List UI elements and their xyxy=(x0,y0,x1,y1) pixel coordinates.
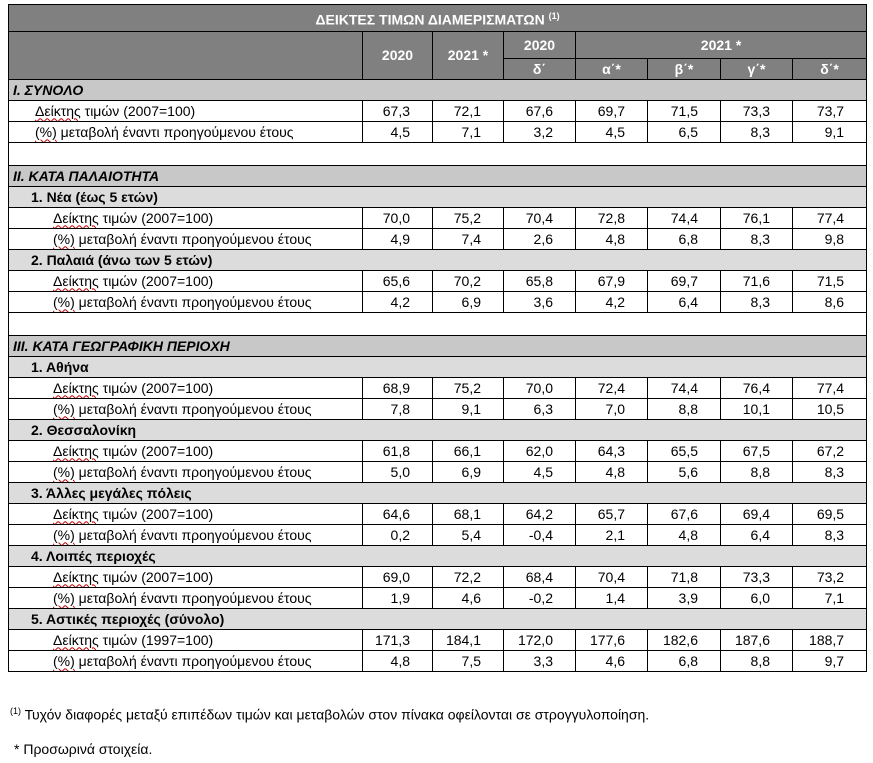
value-cell: 4,5 xyxy=(504,462,576,483)
value-cell: 62,0 xyxy=(504,441,576,462)
row-label-text: Δείκτης τιμών (2007=100) xyxy=(53,379,214,396)
subsection-title: 2. Θεσσαλονίκη xyxy=(9,420,867,441)
value-cell: -0,4 xyxy=(504,525,576,546)
value-cell: 70,2 xyxy=(433,271,504,292)
row-label-text: (%) μεταβολή έναντι προηγούμενου έτους xyxy=(53,400,312,417)
spellcheck-underlined-word: Δείκτης xyxy=(53,379,99,396)
subsection-title: 3. Άλλες μεγάλες πόλεις xyxy=(9,483,867,504)
value-cell: 8,3 xyxy=(793,462,867,483)
footnote-rounding xyxy=(10,706,649,723)
value-cell: 3,3 xyxy=(504,651,576,672)
value-cell: 70,4 xyxy=(576,567,648,588)
header-blank-cell xyxy=(9,32,363,80)
table-row xyxy=(9,122,867,143)
table-body xyxy=(9,80,867,672)
footnote-provisional: * Προσωρινά στοιχεία. xyxy=(14,741,153,757)
spellcheck-underlined-word: (%) xyxy=(35,123,57,140)
value-cell: 68,1 xyxy=(433,504,504,525)
value-cell: 69,5 xyxy=(793,504,867,525)
value-cell: 6,8 xyxy=(648,651,721,672)
row-label xyxy=(9,271,363,292)
subsection-header-row xyxy=(9,483,867,504)
row-label-text: Δείκτης τιμών (2007=100) xyxy=(53,568,214,585)
header-quarter-year-2021: 2021 * xyxy=(576,32,867,59)
table-row xyxy=(9,208,867,229)
value-cell: 76,1 xyxy=(721,208,793,229)
value-cell: 8,8 xyxy=(721,651,793,672)
value-cell: 9,1 xyxy=(433,399,504,420)
table-row xyxy=(9,504,867,525)
value-cell: 4,2 xyxy=(576,292,648,313)
table-row xyxy=(9,651,867,672)
value-cell: 7,8 xyxy=(363,399,433,420)
spellcheck-underlined-word: (%) xyxy=(53,589,75,606)
value-cell: 177,6 xyxy=(576,630,648,651)
value-cell: 67,5 xyxy=(721,441,793,462)
value-cell: 6,0 xyxy=(721,588,793,609)
spellcheck-underlined-word: Δείκτης xyxy=(53,272,99,289)
row-label-text: (%) μεταβολή έναντι προηγούμενου έτους xyxy=(53,526,312,543)
row-label xyxy=(9,525,363,546)
table-row xyxy=(9,462,867,483)
value-cell: 188,7 xyxy=(793,630,867,651)
section-header-row xyxy=(9,80,867,101)
value-cell: 6,3 xyxy=(504,399,576,420)
row-label xyxy=(9,588,363,609)
value-cell: 8,3 xyxy=(721,229,793,250)
table-row xyxy=(9,101,867,122)
subsection-header-row xyxy=(9,357,867,378)
header-q1-2021: α΄* xyxy=(576,59,648,80)
row-label-text: (%) μεταβολή έναντι προηγούμενου έτους xyxy=(53,230,312,247)
value-cell: 8,3 xyxy=(721,292,793,313)
value-cell: 68,9 xyxy=(363,378,433,399)
value-cell: 171,3 xyxy=(363,630,433,651)
value-cell: 7,1 xyxy=(433,122,504,143)
subsection-header-row xyxy=(9,250,867,271)
subsection-header-row xyxy=(9,609,867,630)
value-cell: 9,7 xyxy=(793,651,867,672)
spellcheck-underlined-word: (%) xyxy=(53,400,75,417)
value-cell: 72,1 xyxy=(433,101,504,122)
value-cell: 9,1 xyxy=(793,122,867,143)
row-label-text: (%) μεταβολή έναντι προηγούμενου έτους xyxy=(35,123,294,140)
value-cell: 8,3 xyxy=(721,122,793,143)
value-cell: 74,4 xyxy=(648,208,721,229)
header-year-2020: 2020 xyxy=(363,32,433,80)
value-cell: 6,8 xyxy=(648,229,721,250)
value-cell: 10,5 xyxy=(793,399,867,420)
value-cell: 6,9 xyxy=(433,462,504,483)
value-cell: 7,1 xyxy=(793,588,867,609)
value-cell: -0,2 xyxy=(504,588,576,609)
value-cell: 4,6 xyxy=(433,588,504,609)
footnote-mark: (1) xyxy=(10,706,21,716)
value-cell: 77,4 xyxy=(793,208,867,229)
subsection-header-row xyxy=(9,420,867,441)
value-cell: 2,1 xyxy=(576,525,648,546)
row-label xyxy=(9,441,363,462)
value-cell: 8,8 xyxy=(721,462,793,483)
row-label-text: (%) μεταβολή έναντι προηγούμενου έτους xyxy=(53,589,312,606)
value-cell: 4,8 xyxy=(648,525,721,546)
spacer-row xyxy=(9,143,867,166)
spellcheck-underlined-word: (%) xyxy=(53,652,75,669)
row-label-text: Δείκτης τιμών (1997=100) xyxy=(53,631,214,648)
value-cell: 6,9 xyxy=(433,292,504,313)
value-cell: 77,4 xyxy=(793,378,867,399)
value-cell: 65,7 xyxy=(576,504,648,525)
value-cell: 0,2 xyxy=(363,525,433,546)
title-footnote-mark: (1) xyxy=(548,10,560,21)
value-cell: 4,9 xyxy=(363,229,433,250)
value-cell: 76,4 xyxy=(721,378,793,399)
value-cell: 65,6 xyxy=(363,271,433,292)
spellcheck-underlined-word: (%) xyxy=(53,230,75,247)
table-title-text: ΔΕΙΚΤΕΣ ΤΙΜΩΝ ΔΙΑΜΕΡΙΣΜΑΤΩΝ xyxy=(315,11,545,28)
row-label-text: (%) μεταβολή έναντι προηγούμενου έτους xyxy=(53,293,312,310)
value-cell: 69,7 xyxy=(576,101,648,122)
subsection-title: 2. Παλαιά (άνω των 5 ετών) xyxy=(9,250,867,271)
header-q2-2021: β΄* xyxy=(648,59,721,80)
spellcheck-underlined-word: (%) xyxy=(53,526,75,543)
value-cell: 8,3 xyxy=(793,525,867,546)
value-cell: 187,6 xyxy=(721,630,793,651)
value-cell: 4,5 xyxy=(363,122,433,143)
section-title: I. ΣΥΝΟΛΟ xyxy=(9,80,867,101)
row-label xyxy=(9,101,363,122)
value-cell: 4,8 xyxy=(576,229,648,250)
table-title xyxy=(9,5,867,32)
row-label xyxy=(9,462,363,483)
table-row xyxy=(9,399,867,420)
value-cell: 6,4 xyxy=(721,525,793,546)
section-title: III. ΚΑΤΑ ΓΕΩΓΡΑΦΙΚΗ ΠΕΡΙΟΧΗ xyxy=(9,336,867,357)
value-cell: 172,0 xyxy=(504,630,576,651)
row-label-text: Δείκτης τιμών (2007=100) xyxy=(53,209,214,226)
spacer-row xyxy=(9,313,867,336)
value-cell: 184,1 xyxy=(433,630,504,651)
value-cell: 71,5 xyxy=(793,271,867,292)
value-cell: 67,3 xyxy=(363,101,433,122)
value-cell: 67,6 xyxy=(648,504,721,525)
value-cell: 71,6 xyxy=(721,271,793,292)
value-cell: 70,0 xyxy=(504,378,576,399)
row-label-text: Δείκτης τιμών (2007=100) xyxy=(53,272,214,289)
row-label-text: Δείκτης τιμών (2007=100) xyxy=(35,102,196,119)
value-cell: 4,8 xyxy=(576,462,648,483)
spellcheck-underlined-word: Δείκτης xyxy=(53,209,99,226)
value-cell: 7,0 xyxy=(576,399,648,420)
header-q4-2021: δ΄* xyxy=(793,59,867,80)
value-cell: 72,8 xyxy=(576,208,648,229)
value-cell: 73,3 xyxy=(721,567,793,588)
value-cell: 71,8 xyxy=(648,567,721,588)
value-cell: 3,2 xyxy=(504,122,576,143)
value-cell: 61,8 xyxy=(363,441,433,462)
row-label xyxy=(9,229,363,250)
row-label-text: Δείκτης τιμών (2007=100) xyxy=(53,505,214,522)
section-title: II. ΚΑΤΑ ΠΑΛΑΙΟΤΗΤΑ xyxy=(9,166,867,187)
value-cell: 65,5 xyxy=(648,441,721,462)
value-cell: 70,4 xyxy=(504,208,576,229)
subsection-title: 4. Λοιπές περιοχές xyxy=(9,546,867,567)
value-cell: 5,4 xyxy=(433,525,504,546)
spellcheck-underlined-word: Δείκτης xyxy=(35,102,81,119)
table-row xyxy=(9,229,867,250)
row-label xyxy=(9,399,363,420)
value-cell: 6,4 xyxy=(648,292,721,313)
price-index-table xyxy=(8,4,867,672)
subsection-header-row xyxy=(9,546,867,567)
spellcheck-underlined-word: Δείκτης xyxy=(53,442,99,459)
subsection-title: 1. Αθήνα xyxy=(9,357,867,378)
value-cell: 65,8 xyxy=(504,271,576,292)
subsection-title: 5. Αστικές περιοχές (σύνολο) xyxy=(9,609,867,630)
header-q3-2021: γ΄* xyxy=(721,59,793,80)
value-cell: 67,2 xyxy=(793,441,867,462)
value-cell: 73,2 xyxy=(793,567,867,588)
spacer-cell xyxy=(9,313,867,336)
table-row xyxy=(9,271,867,292)
value-cell: 64,6 xyxy=(363,504,433,525)
value-cell: 69,4 xyxy=(721,504,793,525)
value-cell: 1,9 xyxy=(363,588,433,609)
spacer-cell xyxy=(9,143,867,166)
value-cell: 64,2 xyxy=(504,504,576,525)
row-label-text: (%) μεταβολή έναντι προηγούμενου έτους xyxy=(53,652,312,669)
table-row xyxy=(9,441,867,462)
value-cell: 4,8 xyxy=(363,651,433,672)
value-cell: 10,1 xyxy=(721,399,793,420)
row-label xyxy=(9,567,363,588)
value-cell: 2,6 xyxy=(504,229,576,250)
value-cell: 73,3 xyxy=(721,101,793,122)
table-row xyxy=(9,567,867,588)
value-cell: 66,1 xyxy=(433,441,504,462)
value-cell: 5,6 xyxy=(648,462,721,483)
value-cell: 67,9 xyxy=(576,271,648,292)
row-label xyxy=(9,122,363,143)
spellcheck-underlined-word: Δείκτης xyxy=(53,568,99,585)
row-label xyxy=(9,504,363,525)
spellcheck-underlined-word: (%) xyxy=(53,463,75,480)
spellcheck-underlined-word: Δείκτης xyxy=(53,631,99,648)
row-label-text: Δείκτης τιμών (2007=100) xyxy=(53,442,214,459)
value-cell: 74,4 xyxy=(648,378,721,399)
value-cell: 75,2 xyxy=(433,378,504,399)
table-row xyxy=(9,588,867,609)
value-cell: 72,4 xyxy=(576,378,648,399)
value-cell: 69,0 xyxy=(363,567,433,588)
value-cell: 3,9 xyxy=(648,588,721,609)
value-cell: 71,5 xyxy=(648,101,721,122)
value-cell: 9,8 xyxy=(793,229,867,250)
value-cell: 4,2 xyxy=(363,292,433,313)
price-index-table-container xyxy=(8,4,866,672)
value-cell: 6,5 xyxy=(648,122,721,143)
subsection-header-row xyxy=(9,187,867,208)
value-cell: 5,0 xyxy=(363,462,433,483)
value-cell: 4,5 xyxy=(576,122,648,143)
value-cell: 1,4 xyxy=(576,588,648,609)
spellcheck-underlined-word: (%) xyxy=(53,293,75,310)
section-header-row xyxy=(9,166,867,187)
value-cell: 4,6 xyxy=(576,651,648,672)
section-header-row xyxy=(9,336,867,357)
value-cell: 64,3 xyxy=(576,441,648,462)
table-row xyxy=(9,630,867,651)
value-cell: 72,2 xyxy=(433,567,504,588)
value-cell: 67,6 xyxy=(504,101,576,122)
table-row xyxy=(9,378,867,399)
value-cell: 8,6 xyxy=(793,292,867,313)
value-cell: 73,7 xyxy=(793,101,867,122)
value-cell: 70,0 xyxy=(363,208,433,229)
header-year-2021: 2021 * xyxy=(433,32,504,80)
row-label xyxy=(9,378,363,399)
footnote-rounding-text: Τυχόν διαφορές μεταξύ επιπέδων τιμών και μεταβολών στον πίνακα οφείλονται σε στρογγυλοποίηση. xyxy=(21,706,650,723)
row-label xyxy=(9,292,363,313)
table-row xyxy=(9,525,867,546)
spellcheck-underlined-word: Δείκτης xyxy=(53,505,99,522)
value-cell: 75,2 xyxy=(433,208,504,229)
row-label-text: (%) μεταβολή έναντι προηγούμενου έτους xyxy=(53,463,312,480)
table-row xyxy=(9,292,867,313)
value-cell: 182,6 xyxy=(648,630,721,651)
value-cell: 7,4 xyxy=(433,229,504,250)
value-cell: 69,7 xyxy=(648,271,721,292)
header-quarter-year-2020: 2020 xyxy=(504,32,576,59)
row-label xyxy=(9,208,363,229)
value-cell: 3,6 xyxy=(504,292,576,313)
value-cell: 68,4 xyxy=(504,567,576,588)
row-label xyxy=(9,651,363,672)
value-cell: 7,5 xyxy=(433,651,504,672)
value-cell: 8,8 xyxy=(648,399,721,420)
subsection-title: 1. Νέα (έως 5 ετών) xyxy=(9,187,867,208)
header-q4-2020: δ΄ xyxy=(504,59,576,80)
row-label xyxy=(9,630,363,651)
